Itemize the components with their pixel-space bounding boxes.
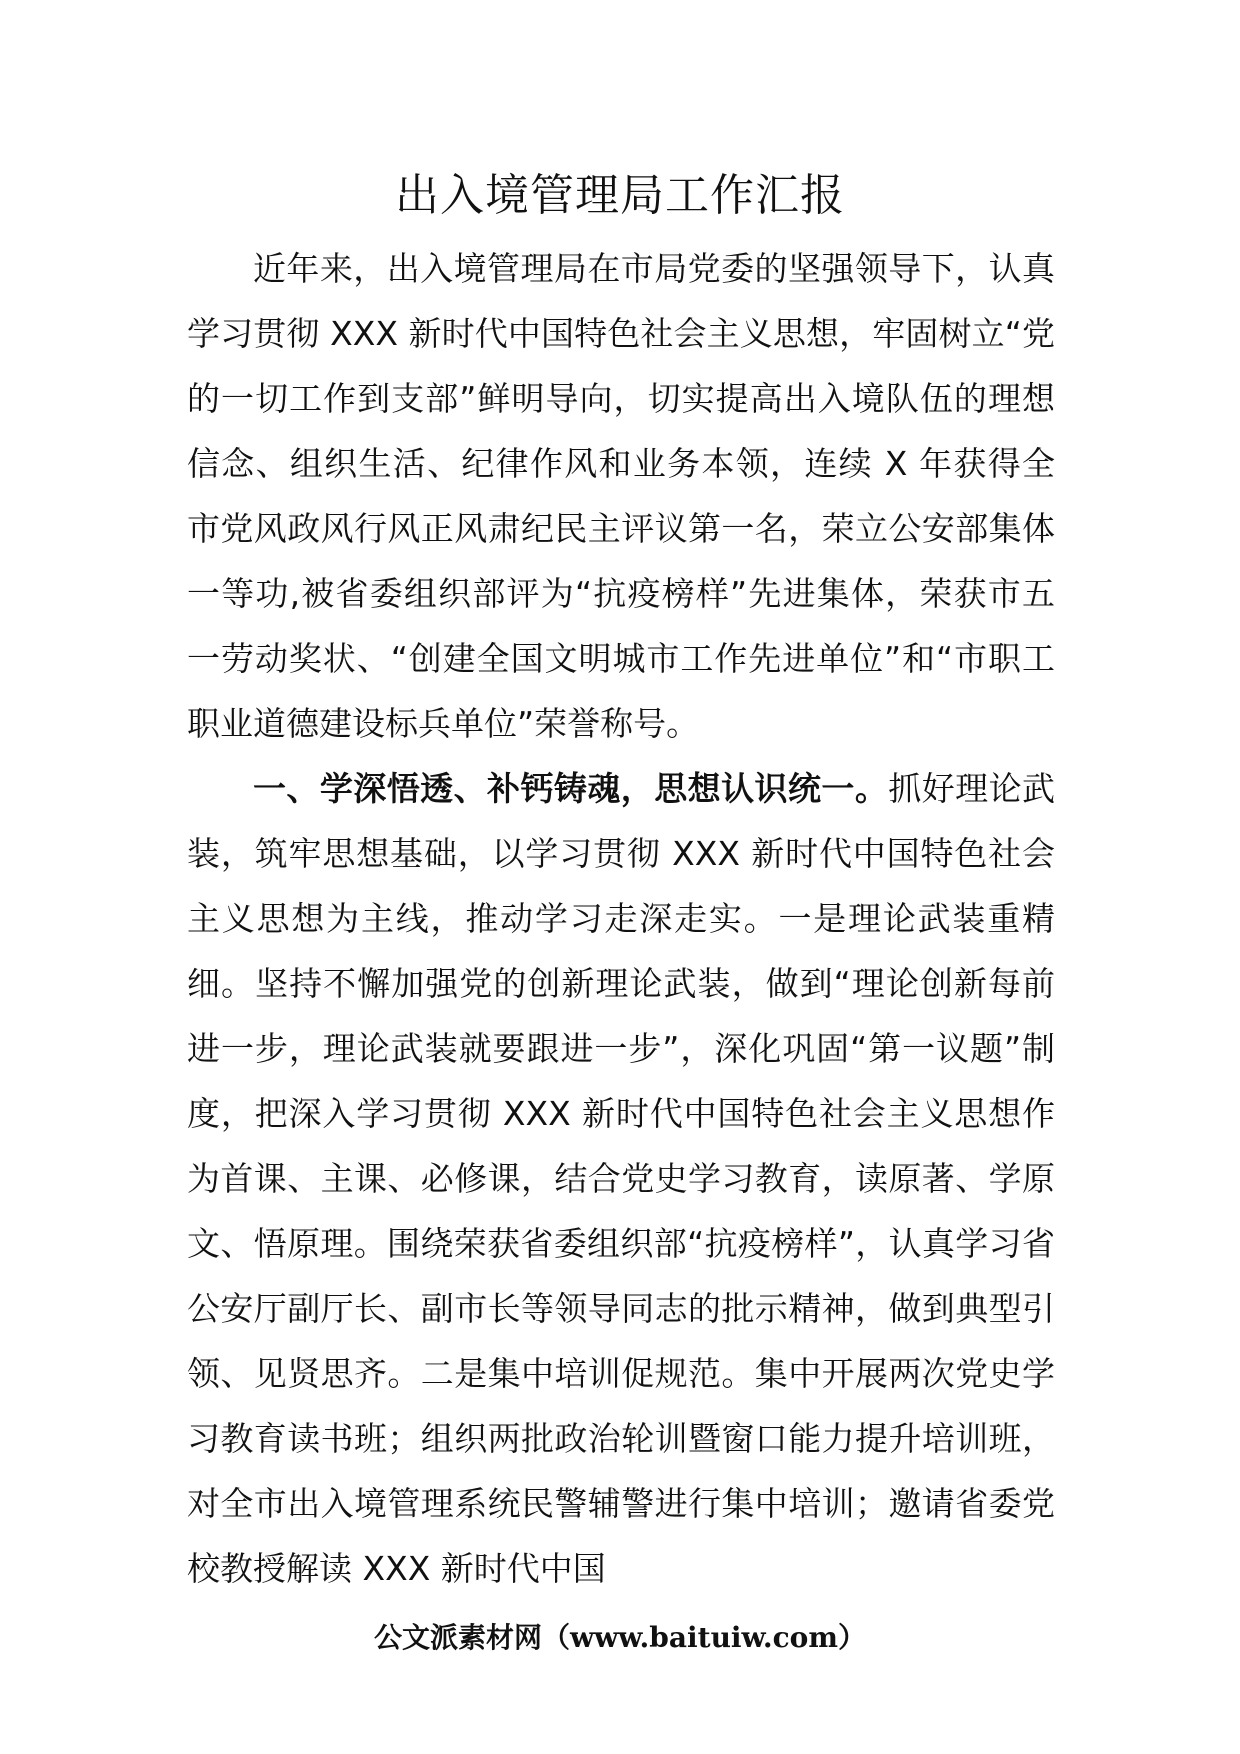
footer-watermark: 公文派素材网（www.baituiw.com） <box>374 1621 866 1654</box>
section-text: 抓好理论武装，筑牢思想基础，以学习贯彻 XXX 新时代中国特色社会主义思想为主线，推动学习走深走实。一是理论武装重精细。坚持不懈加强党的创新理论武装，做到“理论创新每前进一步，理论武装就要跟进一步”，深化巩固“第一议题”制度，把深入学习贯彻 XXX 新时代中国特色社会主义思想作为首课、主课、必修课，结合党史学习教育，读原著、学原文、悟原理。围绕荣获省委组织部“抗疫榜样”，认真学习省公安厅副厅长、副市长等领导同志的批示精神，做到典型引领、见贤思齐。二是集中培训促规范。集中开展两次党史学习教育读书班；组织两批政治轮训暨窗口能力提升培训班，对全市出入境管理系统民警辅警进行集中培训；邀请省委党校教授解读 XXX 新时代中国 <box>187 769 1056 1588</box>
document-body <box>187 236 1055 1601</box>
section-heading: 一、学深悟透、补钙铸魂，思想认识统一。 <box>253 769 889 808</box>
intro-paragraph: 近年来，出入境管理局在市局党委的坚强领导下，认真学习贯彻 XXX 新时代中国特色社会主义思想，牢固树立“党的一切工作到支部”鲜明导向，切实提高出入境队伍的理想信念、组织生活、纪律作风和业务本领，连续 X 年获得全市党风政风行风正风肃纪民主评议第一名，荣立公安部集体一等功,被省委组织部评为“抗疫榜样”先进集体，荣获市五一劳动奖状、“创建全国文明城市工作先进单位”和“市职工职业道德建设标兵单位”荣誉称号。 <box>187 249 1055 743</box>
document-title: 出入境管理局工作汇报 <box>395 170 845 221</box>
section-paragraph <box>187 756 1055 1601</box>
